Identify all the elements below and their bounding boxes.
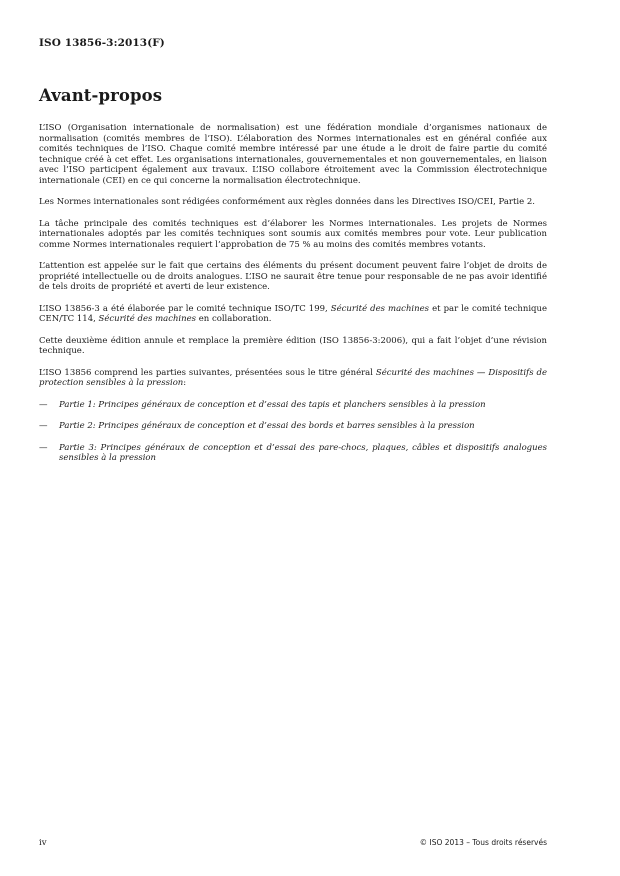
- foreword-body: [39, 123, 547, 475]
- preparation-title-1: Sécurité des machines: [330, 303, 430, 314]
- parts-list: [39, 400, 547, 464]
- part-1-title: Partie 1: Principes généraux de conception et d’essai des tapis et planchers sensibles à la pression: [59, 399, 486, 410]
- paragraph-preparation: [39, 304, 547, 325]
- paragraph-iso-overview: L’ISO (Organisation internationale de normalisation) est une fédération mondiale d’organismes nationaux de normalisation (comités membres de l’ISO). L’élaboration des Normes internationales est en général confiée aux comités techniques de l’ISO. Chaque comité membre intéressé par une étude a le droit de faire partie du comité technique créé à cet effet. Les organisations internationales, gouvernementales et non gouvernementales, en liaison avec l’ISO participent également aux travaux. L’ISO collabore étroitement avec la Commission électrotechnique internationale (CEI) en ce qui concerne la normalisation électrotechnique.: [39, 123, 547, 186]
- paragraph-edition: Cette deuxième édition annule et remplace la première édition (ISO 13856-3:2006), qui a fait l’objet d’une révision technique.: [39, 335, 547, 356]
- preparation-title-2: Sécurité des machines: [98, 314, 197, 324]
- list-item: [39, 421, 547, 432]
- list-item: [39, 443, 547, 464]
- preparation-text-c: et par le comité technique CEN/TC 114,: [39, 303, 547, 324]
- parts-intro-colon: :: [183, 378, 187, 388]
- page-title: Avant-propos: [39, 86, 163, 105]
- list-dash: —: [39, 442, 48, 453]
- paragraph-patent-notice: L’attention est appelée sur le fait que certains des éléments du présent document peuvent faire l’objet de droits de propriété intellectuelle ou de droits analogues. L’ISO ne saurait être tenue pour responsable de ne pas avoir identifié de tels droits de propriété et averti de leur existence.: [39, 261, 547, 292]
- part-2-title: Partie 2: Principes généraux de conception et d’essai des bords et barres sensibles à la pression: [59, 421, 475, 431]
- list-dash: —: [39, 421, 48, 431]
- document-header: ISO 13856-3:2013(F): [39, 37, 165, 49]
- paragraph-committee-task: La tâche principale des comités techniques est d’élaborer les Normes internationales. Les projets de Normes internationales adoptés par les comités techniques sont soumis aux comités membres pour vote. Leur publication comme Normes internationales requiert l’approbation de 75 % au moins des comités membres votants.: [39, 218, 547, 250]
- parts-general-title: Sécurité des machines — Dispositifs de protection sensibles à la pression: [39, 367, 548, 388]
- part-3-title: Partie 3: Principes généraux de conception et d’essai des pare-chocs, plaques, câbles et dispositifs analogues sensibles à la pression: [59, 442, 547, 463]
- preparation-text-a: L’ISO 13856-3 a été élaborée par le comité technique ISO/TC 199,: [39, 303, 331, 314]
- list-dash: —: [39, 399, 48, 410]
- preparation-text-e: en collaboration.: [196, 314, 272, 324]
- copyright-notice: © ISO 2013 – Tous droits réservés: [419, 838, 547, 847]
- page-number: iv: [39, 838, 47, 848]
- paragraph-directives: Les Normes internationales sont rédigées conformément aux règles données dans les Directives ISO/CEI, Partie 2.: [39, 197, 535, 207]
- list-item: [39, 400, 547, 411]
- parts-intro-text: L’ISO 13856 comprend les parties suivantes, présentées sous le titre général: [39, 367, 376, 378]
- paragraph-parts-intro: [39, 368, 547, 389]
